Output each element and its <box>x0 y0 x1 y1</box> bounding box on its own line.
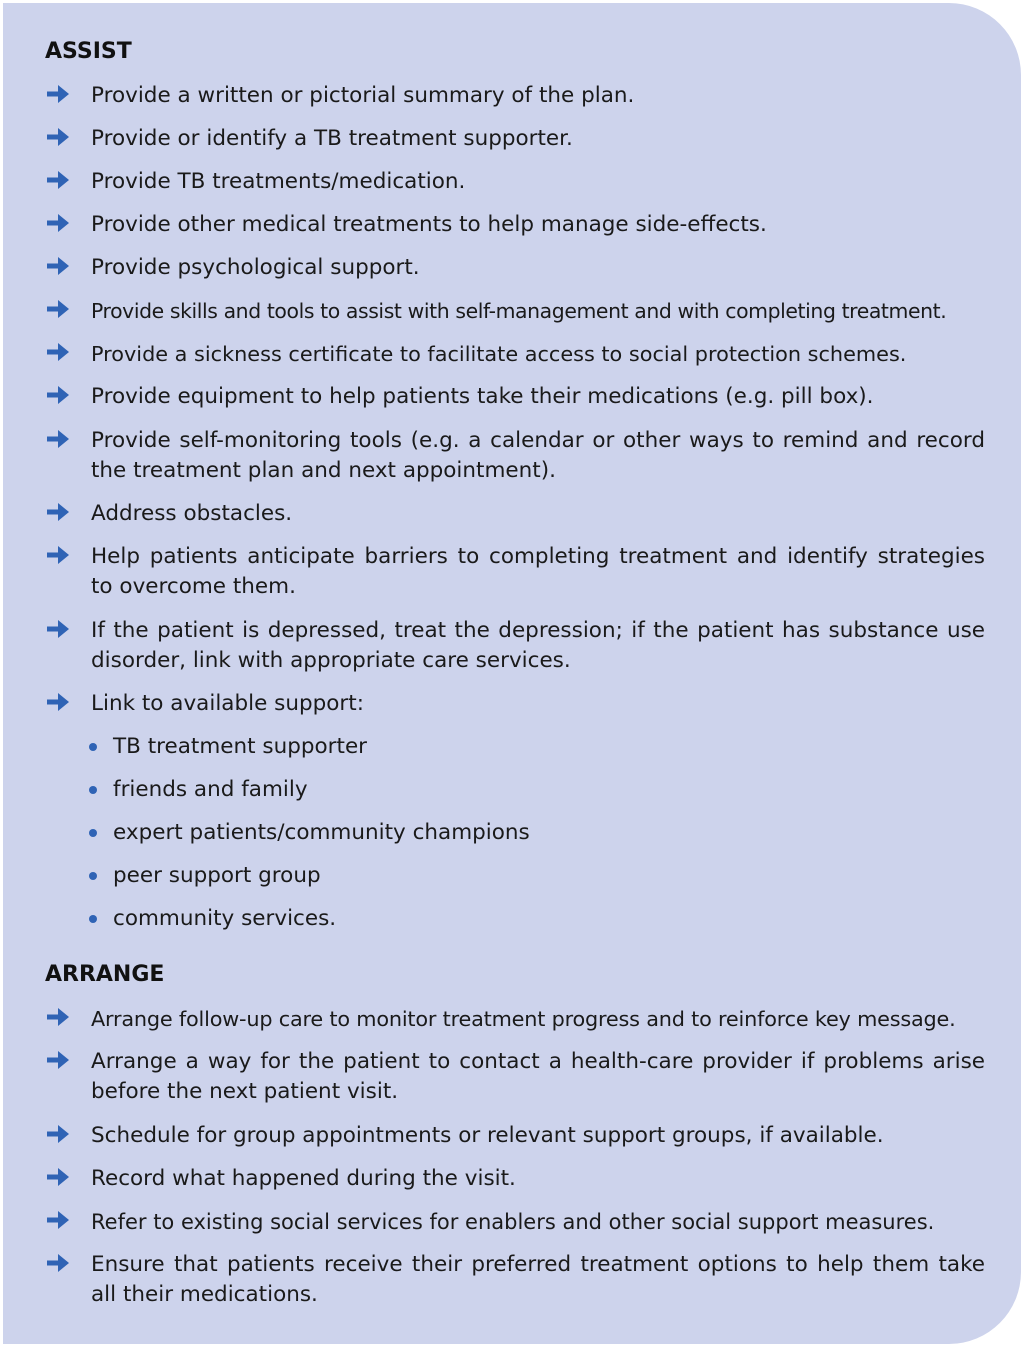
assist-item-text: Provide self-monitoring tools (e.g. a calendar or other ways to remind and record the treatment plan and next appointment). <box>91 428 985 483</box>
assist-item-text: Link to available support: <box>91 691 364 716</box>
arrange-item-text: Record what happened during the visit. <box>91 1166 516 1191</box>
right-arrow-icon <box>45 211 71 235</box>
assist-item-text: Provide skills and tools to assist with self-management and with completing treatment. <box>91 299 947 323</box>
bullet-dot-icon <box>89 829 97 837</box>
right-arrow-icon <box>45 1251 71 1275</box>
right-arrow-icon <box>45 254 71 278</box>
right-arrow-icon <box>45 1165 71 1189</box>
assist-item-text: If the patient is depressed, treat the depression; if the patient has substance use disorder, link with appropriate care services. <box>91 618 985 673</box>
right-arrow-icon <box>45 82 71 106</box>
right-arrow-icon <box>45 543 71 567</box>
arrange-item-text: Ensure that patients receive their preferred treatment options to help them take all their medications. <box>91 1252 985 1307</box>
support-list-item-text: peer support group <box>113 863 321 888</box>
assist-item-text: Provide TB treatments/medication. <box>91 169 466 194</box>
right-arrow-icon <box>45 168 71 192</box>
support-list-item-text: friends and family <box>113 777 308 802</box>
right-arrow-icon <box>45 340 71 364</box>
right-arrow-icon <box>45 690 71 714</box>
arrange-heading: ARRANGE <box>45 962 165 987</box>
support-list-item-text: TB treatment supporter <box>113 734 368 759</box>
assist-item-text: Help patients anticipate barriers to completing treatment and identify strategies to overcome them. <box>91 544 985 599</box>
assist-item-text: Provide or identify a TB treatment supporter. <box>91 126 573 151</box>
bullet-dot-icon <box>89 872 97 880</box>
bullet-dot-icon <box>89 915 97 923</box>
support-list-item-text: community services. <box>113 906 337 931</box>
right-arrow-icon <box>45 383 71 407</box>
bullet-dot-icon <box>89 743 97 751</box>
right-arrow-icon <box>45 617 71 641</box>
assist-item-text: Provide a sickness certificate to facilitate access to social protection schemes. <box>91 342 907 366</box>
right-arrow-icon <box>45 297 71 321</box>
right-arrow-icon <box>45 500 71 524</box>
assist-heading: ASSIST <box>45 39 132 64</box>
support-list-item-text: expert patients/community champions <box>113 820 530 845</box>
right-arrow-icon <box>45 125 71 149</box>
right-arrow-icon <box>45 1005 71 1029</box>
right-arrow-icon <box>45 427 71 451</box>
bullet-dot-icon <box>89 786 97 794</box>
arrange-item-text: Arrange follow-up care to monitor treatment progress and to reinforce key message. <box>91 1007 956 1031</box>
right-arrow-icon <box>45 1048 71 1072</box>
content-panel <box>3 3 1021 1344</box>
assist-item-text: Provide a written or pictorial summary of the plan. <box>91 83 635 108</box>
assist-item-text: Provide psychological support. <box>91 255 420 280</box>
right-arrow-icon <box>45 1122 71 1146</box>
assist-item-text: Address obstacles. <box>91 501 293 526</box>
assist-item-text: Provide equipment to help patients take their medications (e.g. pill box). <box>91 384 874 409</box>
arrange-item-text: Schedule for group appointments or relevant support groups, if available. <box>91 1123 884 1148</box>
arrange-item-text: Arrange a way for the patient to contact a health-care provider if problems arise before the next patient visit. <box>91 1049 985 1104</box>
right-arrow-icon <box>45 1208 71 1232</box>
assist-item-text: Provide other medical treatments to help manage side-effects. <box>91 212 767 237</box>
arrange-item-text: Refer to existing social services for enablers and other social support measures. <box>91 1210 935 1234</box>
